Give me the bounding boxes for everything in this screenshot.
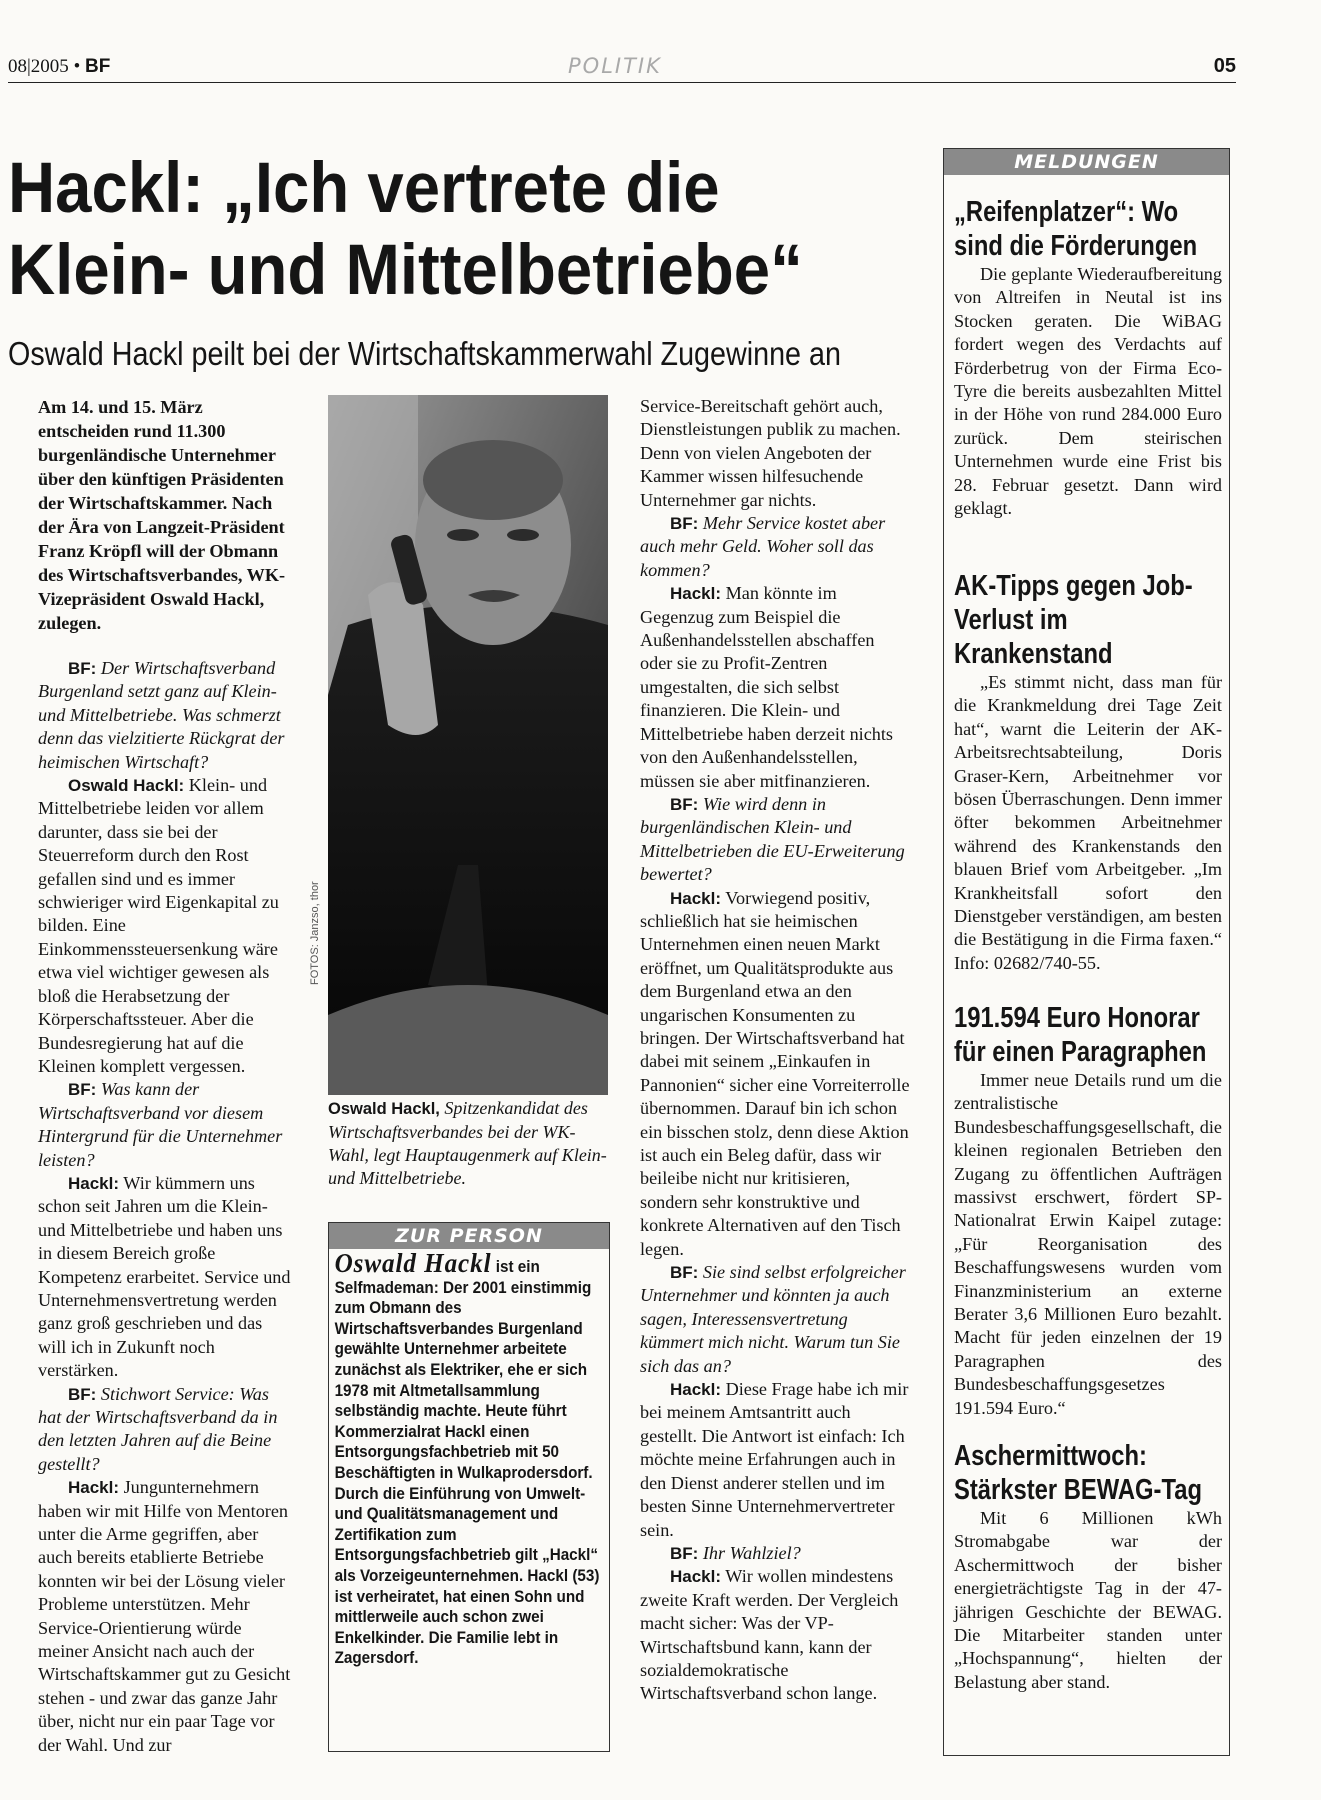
subheadline: Oswald Hackl peilt bei der Wirtschaftskammerwahl Zugewinne an	[8, 335, 841, 372]
portrait-photo	[328, 395, 608, 1095]
question: BF: Wie wird denn in burgenländischen Klein- und Mittelbetrieben die EU-Erweiterung bewertet?	[640, 793, 905, 885]
headline	[8, 148, 854, 312]
photo-caption: Oswald Hackl, Spitzenkandidat des Wirtschaftsverbandes bei der WK-Wahl, legt Hauptaugenmerk auf Klein- und Mittelbetriebe.	[328, 1098, 607, 1188]
photo-credit: FOTOS: Janzso, thor	[309, 881, 321, 985]
question: BF: Ihr Wahlziel?	[670, 1542, 801, 1563]
publication-name: BF	[84, 56, 111, 77]
meldungen-label: MELDUNGEN	[944, 149, 1229, 175]
article-lead: Am 14. und 15. März entscheiden rund 11.300 burgenländische Unternehmer über den künftigen Präsidenten der Wirtschaftskammer. Nach der Ära von Langzeit-Präsident Franz Kröpfl will der Obmann des Wirtschaftsverbandes, WK-Vizepräsident Oswald Hackl, zulegen.	[38, 397, 286, 633]
question: BF: Was kann der Wirtschaftsverband vor diesem Hintergrund für die Unternehmer leisten?	[38, 1079, 283, 1170]
zur-person-box	[328, 1222, 610, 1752]
news-item-text: Mit 6 Millionen kWh Stromabgabe war der Aschermittwoch der bisher energieträchtigste Tag in der 47-jährigen Geschichte der BEWAG. Die Mitarbeiter standen unter „Hochspannung“, hielten der Belastung aber stand.	[954, 1508, 1222, 1692]
headline-line-1: Hackl: „Ich vertrete die	[8, 149, 720, 228]
meldungen-sidebar	[943, 148, 1230, 1756]
page-header	[8, 52, 1236, 82]
news-item	[954, 1001, 1222, 1420]
question: BF: Mehr Service kostet aber auch mehr Geld. Woher soll das kommen?	[640, 513, 886, 580]
portrait-illustration	[328, 395, 608, 1095]
article-column-3	[640, 395, 910, 1706]
question: BF: Stichwort Service: Was hat der Wirtschaftsverband da in den letzten Jahren auf die Beine gestellt?	[38, 1383, 278, 1474]
news-item-title: 191.594 Euro Honorar für einen Paragraphen	[954, 1002, 1207, 1068]
answer: Hackl: Jungunternehmern haben wir mit Hilfe von Mentoren unter die Arme gegriffen, aber auch bereits etablierte Betriebe konnten wir bei der Lösung vieler Probleme unterstützen. Mehr Service-Orientierung würde meiner Ansicht nach auch der Wirtschaftskammer gut zu Gesicht stehen - und zwar das ganze Jahr über, nicht nur ein paar Tage vor der Wahl. Und zur	[38, 1477, 291, 1755]
header-rule	[8, 82, 1236, 83]
news-item-title: „Reifenplatzer“: Wo sind die Förderungen	[954, 196, 1198, 262]
news-item-text: „Es stimmt nicht, dass man für die Krankmeldung drei Tage Zeit hat“, warnt die Leiterin der AK-Arbeitsrechtsabteilung, Doris Graser-Kern, Arbeitnehmer vor bösen Überraschungen. Denn immer öfter bekommen Arbeitnehmer während des Krankenstands den blauen Brief vom Arbeitgeber. „Im Krankheitsfall sofort den Dienstgeber verständigen, am besten die Bestätigung in die Firma faxen.“ Info: 02682/740-55.	[954, 672, 1222, 973]
news-item-text: Die geplante Wiederaufbereitung von Altreifen in Neutal ist ins Stocken geraten. Die WiBAG fordert wegen des Verdachts auf Förderbetrug von der Firma Eco-Tyre die bereits ausbezahlten Mittel in der Höhe von rund 284.000 Euro zurück. Dem steirischen Unternehmen wurde eine Frist bis 28. Februar gesetzt. Dann wird geklagt.	[954, 264, 1222, 519]
question: BF: Der Wirtschaftsverband Burgenland setzt ganz auf Klein- und Mittelbetriebe. Was schmerzt denn das vielzitierte Rückgrat der heimischen Wirtschaft?	[38, 658, 285, 772]
answer: Hackl: Wir kümmern uns schon seit Jahren um die Klein- und Mittelbetriebe und haben uns in diesem Bereich große Kompetenz erarbeitet. Service und Unternehmensvertretung werden ganz groß geschrieben und das will ich in Zukunft noch verstärken.	[38, 1172, 291, 1381]
answer: Hackl: Wir wollen mindestens zweite Kraft werden. Der Vergleich macht sicher: Was der VP-Wirtschaftsbund kann, kann der sozialdemokratische Wirtschaftsverband schon lange.	[640, 1566, 899, 1704]
news-item	[954, 195, 1222, 520]
news-item-title: Aschermittwoch: Stärkster BEWAG-Tag	[954, 1440, 1202, 1506]
zur-person-name: Oswald Hackl	[334, 1248, 492, 1278]
answer: Oswald Hackl: Klein- und Mittelbetriebe leiden vor allem darunter, dass sie bei der Steuerreform durch den Rost gefallen sind und es immer schwieriger wird Eigenkapital zu bilden. Eine Einkommenssteuersenkung wäre etwa viel wichtiger gewesen als bloß die Herabsetzung der Körperschaftssteuer. Aber die Bundesregierung hat auf die Kleinen komplett vergessen.	[38, 775, 279, 1076]
news-item	[954, 569, 1222, 975]
article-column-1	[38, 395, 294, 1757]
answer: Hackl: Vorwiegend positiv, schließlich hat sie heimischen Unternehmen einen neuen Markt eröffnet, um Qualitätsprodukte aus dem Burgenland etwa an den ungarischen Konsumenten zu bringen. Der Wirtschaftsverband hat dabei mit seinem „Einkaufen in Pannonien“ sicher eine Vorreiterrolle übernommen. Darauf bin ich schon ein bisschen stolz, denn diese Aktion ist auch ein Beleg dafür, dass wir beileibe nicht nur kritisieren, sondern sehr konstruktive und konkrete Alternativen auf den Tisch legen.	[640, 887, 910, 1259]
zur-person-label: ZUR PERSON	[329, 1223, 609, 1249]
page-number: 05	[1213, 55, 1236, 77]
answer: Hackl: Diese Frage habe ich mir bei meinem Amtsantritt auch gestellt. Die Antwort ist einfach: Ich möchte meine Erfahrungen auch in den Dienst anderer stellen und im besten Sinne Unternehmervertreter sein.	[640, 1379, 909, 1540]
issue-date: 08|2005 • BF	[8, 56, 111, 77]
section-label: POLITIK	[568, 54, 662, 78]
headline-line-2: Klein- und Mittelbetriebe“	[8, 231, 803, 310]
news-item-text: Immer neue Details rund um die zentralistische Bundesbeschaffungsgesellschaft, die kleinen regionalen Betrieben den Zugang zu öffentlichen Aufträgen massivst erschwert, fördert SP-Nationalrat Erwin Kaipel zutage: „Für Reorganisation des Beschaffungswesens wurden vom Finanzministerium an externe Berater 3,6 Millionen Euro bezahlt. Macht für jeden einzelnen der 19 Paragraphen des Bundesbeschaffungsgesetzes 191.594 Euro.“	[954, 1070, 1222, 1418]
answer-continued: Service-Bereitschaft gehört auch, Dienstleistungen publik zu machen. Denn von vielen Angeboten der Kammer wissen hilfesuchende Unternehmer gar nichts.	[640, 396, 901, 510]
zur-person-text: Oswald Hackl ist ein Selfmademan: Der 2001 einstimmig zum Obmann des Wirtschaftsverbandes Burgenland gewählte Unternehmer arbeitete zunächst als Elektriker, ehe er sich 1978 mit Altmetallsammlung selbständig machte. Heute führt Kommerzialrat Hackl einen Entsorgungsfachbetrieb mit 50 Beschäftigten in Wulkaprodersdorf. Durch die Einführung von Umwelt- und Qualitätsmanagement und Zertifikation zum Entsorgungsfachbetrieb gilt „Hackl“ als Vorzeigeunternehmen. Hackl (53) ist verheiratet, hat einen Sohn und mittlerweile auch schon zwei Enkelkinder. Die Familie lebt in Zagersdorf.	[334, 1248, 600, 1668]
news-item-title: AK-Tipps gegen Job-Verlust im Krankenstand	[954, 570, 1193, 670]
question: BF: Sie sind selbst erfolgreicher Unternehmer und könnten ja auch sagen, Interessensvertretung kümmert mich nicht. Warum tun Sie sich das an?	[640, 1262, 906, 1376]
answer: Hackl: Man könnte im Gegenzug zum Beispiel die Außenhandelsstellen abschaffen oder sie zu Profit-Zentren umgestalten, die sich selbst finanzieren. Die Klein- und Mittelbetriebe haben derzeit nichts von den Außenhandelsstellen, müssen sie aber mitfinanzieren.	[640, 583, 894, 791]
news-item	[954, 1439, 1222, 1694]
